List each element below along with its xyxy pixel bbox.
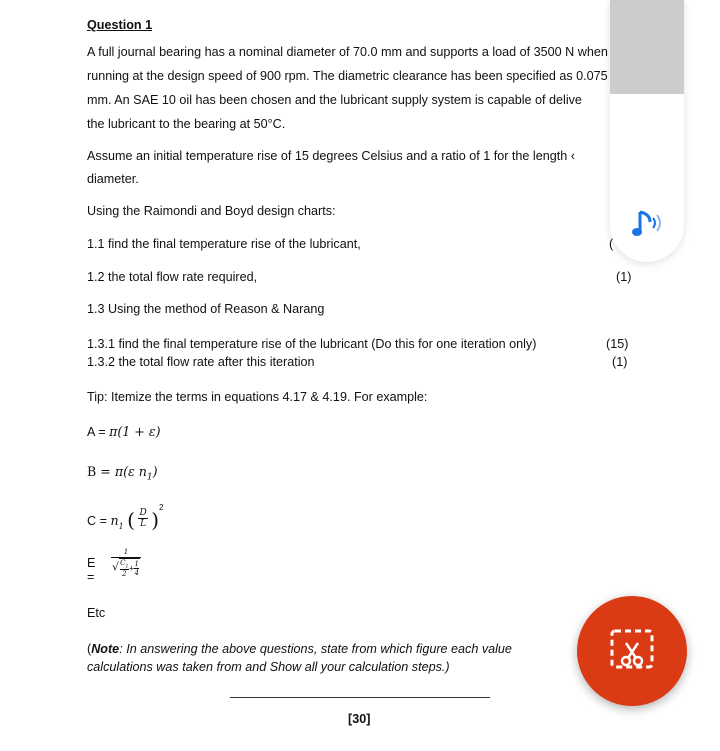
note-text-2: calculations was taken from and Show all your calculation steps.): [87, 660, 450, 674]
item-1-2: 1.2 the total flow rate required,: [87, 270, 258, 284]
audio-note-icon: [628, 206, 668, 246]
document-page: Question 1 A full journal bearing has a nominal diameter of 70.0 mm and supports a load of 3500 N when running at the design speed of 900 rpm. The diametric clearance has been specified as 0.075 mm. An SAE 10 oil has been chosen and the lubricant supply system is capable of delive the lubricant to the bearing at 50°C. Assume an initial temperature rise of 15 degrees Celsius and a ratio of 1 for the length ‹ diameter. Using the Raimondi and Boyd design charts: 1.1 find the final temperature rise of the lubricant, ( 1.2 the total flow rate required, (1) 1.3 Using the method of Reason & Narang 1.3.1 find the final temperature rise of the lubricant (Do this for one iteration only) (15) 1.3.2 the total flow rate after this iteration (1) Tip: Itemize the terms in equations 4.17 & 4.19. For example: A = π(1 + ε) B = π(ε $n_1$) $C = n_1$ ( $\frac{D}{L}$ )$^2$ E = 1 √ $\frac{C_1}{2}$ + $\frac{1}{4}$ Etc (Note: In answering the above questions, state from which figure each value calculations was taken from and Show all your calculation steps.) [30]: [87, 18, 632, 726]
intro-line-2: running at the design speed of 900 rpm. The diametric clearance has been specified as 0.075: [87, 69, 608, 83]
formula-a: A = π(1 + ε): [87, 424, 161, 439]
assume-line-2: diameter.: [87, 172, 139, 186]
side-toolbar: [610, 0, 684, 262]
item-1-3-1-marks: (15): [606, 337, 629, 351]
side-toolbar-header: [610, 0, 684, 94]
formula-b: B = π(ε $n_1$): [87, 464, 158, 483]
total-marks: [30]: [348, 712, 371, 726]
screenshot-cut-button[interactable]: [577, 596, 687, 706]
using-line: Using the Raimondi and Boyd design charts:: [87, 204, 336, 218]
item-1-3-2-marks: (1): [612, 355, 628, 369]
item-1-1: 1.1 find the final temperature rise of the lubricant,: [87, 237, 361, 251]
intro-line-3: mm. An SAE 10 oil has been chosen and the lubricant supply system is capable of delive: [87, 93, 582, 107]
screenshot-cut-icon: [608, 627, 656, 675]
formula-c: $C = n_1$ ( $\frac{D}{L}$ )$^2$: [87, 503, 164, 532]
note-paragraph: (Note: In answering the above questions, state from which figure each value calculations was taken from and Show all your calculation steps.): [87, 642, 512, 674]
tip-line: Tip: Itemize the terms in equations 4.17 & 4.19. For example:: [87, 390, 428, 404]
assume-line-1: Assume an initial temperature rise of 15 degrees Celsius and a ratio of 1 for the length ‹: [87, 149, 575, 163]
read-aloud-button[interactable]: [628, 206, 668, 246]
etc-label: Etc: [87, 606, 106, 620]
intro-line-1: A full journal bearing has a nominal diameter of 70.0 mm and supports a load of 3500 N when: [87, 45, 608, 59]
intro-line-4: the lubricant to the bearing at 50°C.: [87, 117, 286, 131]
note-text: : In answering the above questions, state from which figure each value: [119, 642, 512, 656]
item-1-2-marks: (1): [616, 270, 632, 284]
item-1-1-marks: (: [609, 237, 614, 251]
question-heading: Question 1: [87, 18, 153, 32]
item-1-3-2: 1.3.2 the total flow rate after this iteration: [87, 355, 315, 369]
item-1-3: 1.3 Using the method of Reason & Narang: [87, 302, 325, 316]
divider-line: [230, 697, 490, 698]
item-1-3-1: 1.3.1 find the final temperature rise of the lubricant (Do this for one iteration only): [87, 337, 537, 351]
note-label: Note: [91, 642, 120, 656]
